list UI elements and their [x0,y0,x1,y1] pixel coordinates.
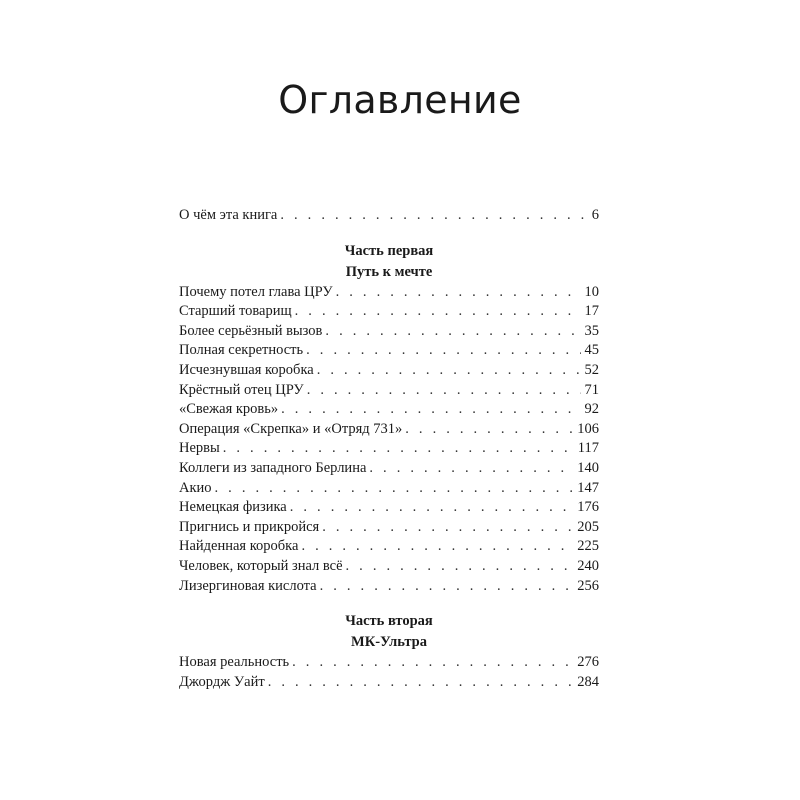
dot-leader [317,361,581,381]
toc-entry-page: 117 [574,439,599,459]
dot-leader [320,577,574,597]
part-name: МК-Ультра [351,634,427,651]
dot-leader [301,537,573,557]
toc-entry-page: 256 [573,577,599,597]
toc-entry [179,361,599,381]
toc-entry-page: 176 [573,498,599,518]
toc-entry-page: 205 [573,518,599,538]
dot-leader [405,420,573,440]
toc-entry-title: О чём эта книга [179,206,280,226]
toc-entry-page: 284 [573,673,599,693]
toc-entry [179,341,599,361]
dot-leader [295,302,581,322]
toc-entry [179,557,599,577]
toc-entry-title: Найденная коробка [179,537,301,557]
toc-entry-page: 6 [588,206,599,226]
toc-entry [179,673,599,693]
toc-entry [179,653,599,673]
toc-entry-title: Операция «Скрепка» и «Отряд 731» [179,420,405,440]
toc-entry-page: 71 [581,381,600,401]
dot-leader [223,439,574,459]
toc-entry [179,400,599,420]
dot-leader [281,400,580,420]
toc-entry-title: Пригнись и прикройся [179,518,322,538]
toc-entry-title: Почему потел глава ЦРУ [179,283,336,303]
toc-entry-page: 225 [573,537,599,557]
dot-leader [292,653,573,673]
toc-entry-title: Новая реальность [179,653,292,673]
toc-entry-page: 17 [581,302,600,322]
toc-entry-title: Немецкая физика [179,498,290,518]
dot-leader [336,283,581,303]
toc-entry [179,322,599,342]
toc-entry-title: Акио [179,479,215,499]
toc-entry [179,479,599,499]
toc-entry [179,420,599,440]
toc-entry-page: 52 [581,361,600,381]
dot-leader [306,341,580,361]
dot-leader [215,479,574,499]
toc-entry [179,459,599,479]
dot-leader [307,381,581,401]
dot-leader [369,459,573,479]
toc-entry-page: 147 [573,479,599,499]
dot-leader [290,498,574,518]
part-label: Часть первая [344,242,434,259]
toc-entry-title: Человек, который знал всё [179,557,346,577]
toc-entry-title: Более серьёзный вызов [179,322,325,342]
toc-entry-title: Нервы [179,439,223,459]
toc-entry [179,283,599,303]
toc-entry-page: 240 [573,557,599,577]
page-title: Оглавление [278,78,522,122]
toc-entry-intro [179,206,599,226]
toc-entry-title: Джордж Уайт [179,673,268,693]
toc-entry-title: Старший товарищ [179,302,295,322]
toc-entry [179,302,599,322]
toc-entry-page: 10 [581,283,600,303]
dot-leader [280,206,587,226]
dot-leader [325,322,580,342]
table-of-contents [179,206,599,692]
toc-entry [179,498,599,518]
toc-entry-page: 106 [573,420,599,440]
toc-entry-page: 35 [581,322,600,342]
toc-entry-page: 92 [581,400,600,420]
toc-entry [179,577,599,597]
toc-entry-title: Полная секретность [179,341,306,361]
toc-entry [179,518,599,538]
toc-entry-title: Исчезнувшая коробка [179,361,317,381]
toc-entry-title: Коллеги из западного Берлина [179,459,369,479]
toc-entry-page: 276 [573,653,599,673]
toc-entry-title: Лизергиновая кислота [179,577,320,597]
part-two [179,611,599,692]
toc-entry-page: 140 [573,459,599,479]
toc-entry [179,439,599,459]
toc-entry-title: Крёстный отец ЦРУ [179,381,307,401]
part-name: Путь к мечте [345,263,433,280]
toc-entry-title: «Свежая кровь» [179,400,281,420]
dot-leader [268,673,574,693]
part-one [179,241,599,597]
part-label: Часть вторая [345,613,433,630]
toc-entry [179,381,599,401]
dot-leader [346,557,574,577]
dot-leader [322,518,573,538]
toc-entry [179,537,599,557]
toc-entry-page: 45 [581,341,600,361]
